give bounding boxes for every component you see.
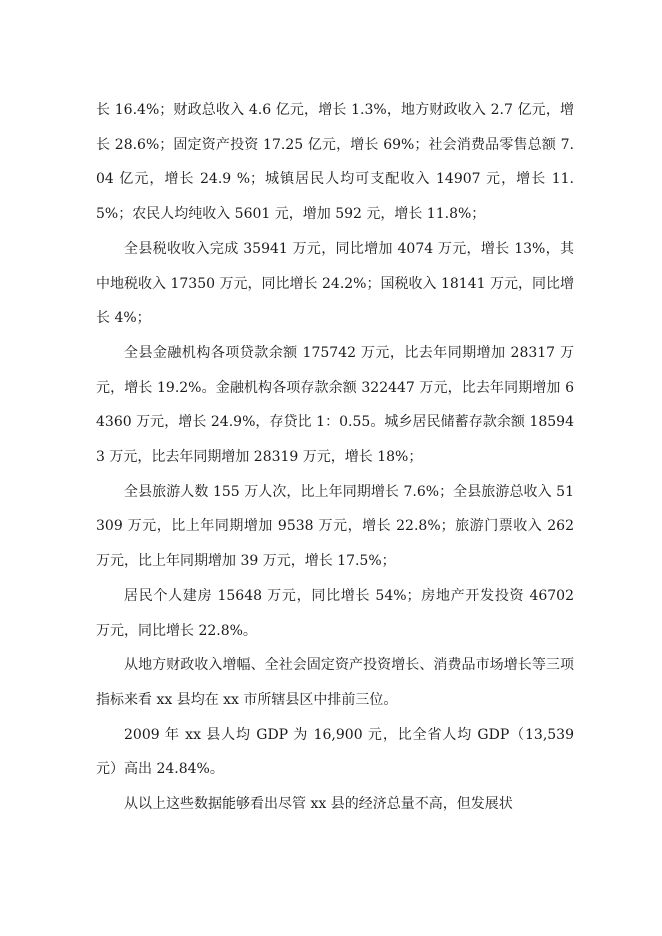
paragraph-tourism: 全县旅游人数 155 万人次，比上年同期增长 7.6%；全县旅游总收入 51309 万元，比上年同期增加 9538 万元，增长 22.8%；旅游门票收入 262 万元，比上年同期增加 39 万元，增长 17.5%； [96,483,574,570]
paragraph-housing: 居民个人建房 15648 万元，同比增长 54%；房地产开发投资 46702 万元，同比增长 22.8%。 [96,587,574,639]
paragraph-conclusion: 从以上这些数据能够看出尽管 xx 县的经济总量不高，但发展状 [124,796,513,813]
paragraph-gdp-per-capita: 2009 年 xx 县人均 GDP 为 16,900 元，比全省人均 GDP（13,539 元）高出 24.84%。 [96,726,574,778]
document-body [96,93,574,822]
paragraph-ranking: 从地方财政收入增幅、全社会固定资产投资增长、消费品市场增长等三项指标来看 xx 县均在 xx 市所辖县区中排前三位。 [96,657,574,708]
paragraph-economic-indicators: 长 16.4%；财政总收入 4.6 亿元，增长 1.3%，地方财政收入 2.7 亿元，增长 28.6%；固定资产投资 17.25 亿元，增长 69%；社会消费品零售总额 7.04 亿元，增长 24.9 %；城镇居民人均可支配收入 14907 元，增长 11.5%；农民人均纯收入 5601 元，增加 592 元，增长 11.8%； [96,102,574,223]
paragraph-financial-institutions: 全县金融机构各项贷款余额 175742 万元，比去年同期增加 28317 万元，增长 19.2%。金融机构各项存款余额 322447 万元，比去年同期增加 64360 万元，增长 24.9%，存贷比 1：0.55。城乡居民储蓄存款余额 185943 万元，比去年同期增加 28319 万元，增长 18%； [96,344,574,466]
paragraph-tax-revenue: 全县税收收入完成 35941 万元，同比增加 4074 万元，增长 13%，其中地税收入 17350 万元，同比增长 24.2%；国税收入 18141 万元，同比增长 4%； [96,240,574,327]
